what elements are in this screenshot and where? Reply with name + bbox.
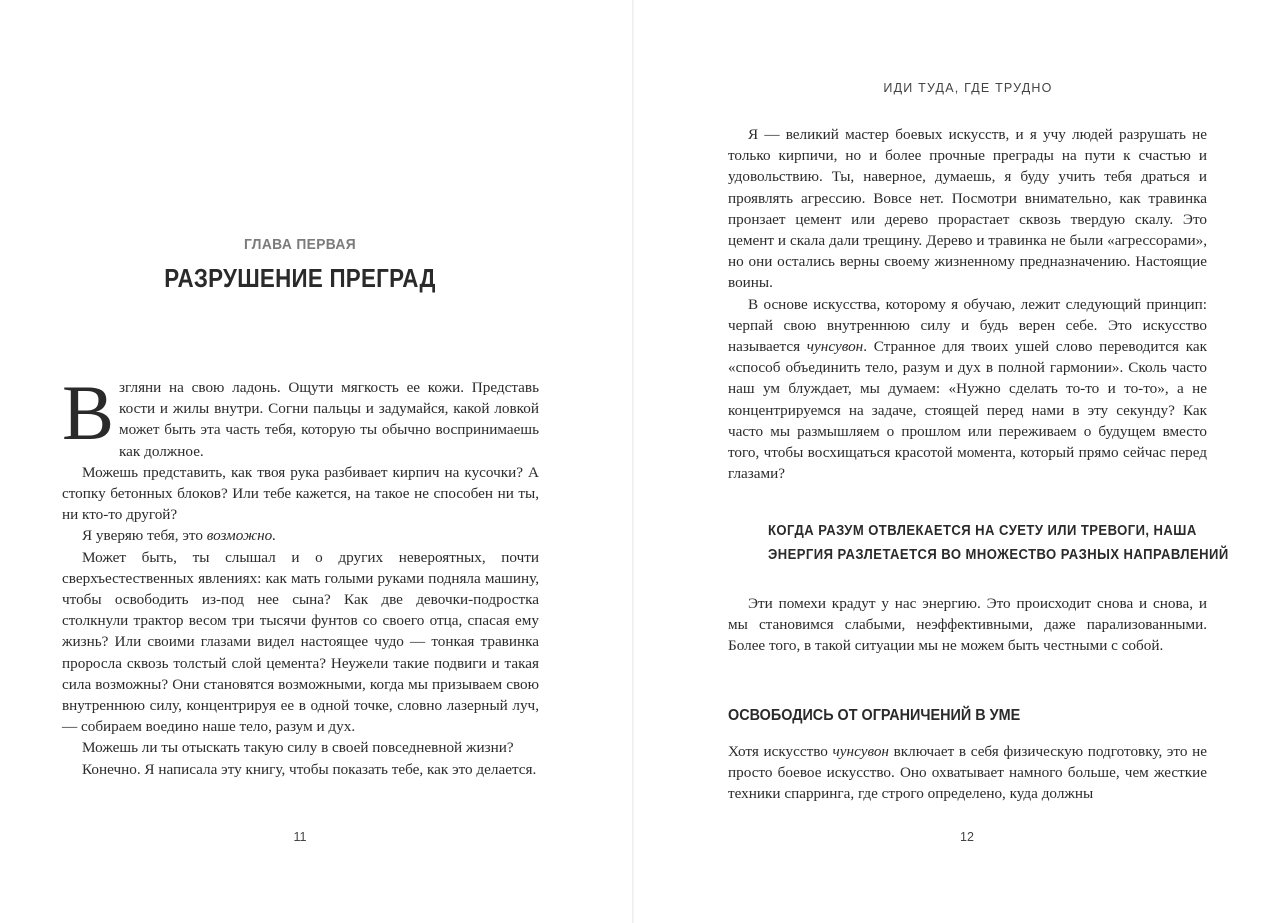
paragraph-4-emphasis: чунсувон [832, 743, 889, 760]
right-page [634, 0, 1266, 923]
paragraph-3: Эти помехи крадут у нас энергию. Это происходит снова и снова, и мы становимся слабыми, неэффективными, даже парализованными. Более того, в такой ситуации мы не можем быть честными с собой. [728, 595, 1207, 655]
right-body-text-middle [728, 593, 1207, 657]
pullquote [768, 519, 1229, 567]
paragraph-4 [728, 741, 1207, 805]
pullquote-line-2: ЭНЕРГИЯ РАЗЛЕТАЕТСЯ ВО МНОЖЕСТВО РАЗНЫХ НАПРАВЛЕНИЙ [768, 547, 1229, 563]
paragraph-2-emphasis: чунсувон [806, 338, 864, 356]
paragraph-1-text: згляни на свою ладонь. Ощути мягкость ее кожи. Представь кости и жилы внутри. Согни пальцы и задумайся, какой ловкой может быть эта часть тебя, которую ты обычно воспринимаешь как должное. [119, 379, 539, 460]
paragraph-2-text-end: . Странное для твоих ушей слово переводится как «способ объединить тело, разум и дух в полной гармонии». Сколь часто наш ум блуждает, мы думаем: «Нужно сделать то-то и то-то», а не концентрируемся на задаче, стоящей перед нами в эту секунду? Как часто мы размышляем о прошлом или переживаем о будущем вместо того, чтобы восхищаться красотой момента, который прямо сейчас перед глазами? [728, 338, 1207, 483]
paragraph-2: Можешь представить, как твоя рука разбивает кирпич на кусочки? А стопку бетонных блоков? Или тебе кажется, на такое не способен ни ты, ни кто-то другой? [62, 463, 539, 524]
paragraph-2 [728, 294, 1207, 485]
paragraph-3-text: Я уверяю тебя, это [82, 527, 207, 545]
paragraph-4-text-end: включает в себя физическую подготовку, это не просто боевое искусство. Оно охватывает намного больше, чем жесткие техники спарринга, где строго определено, куда должны [728, 743, 1207, 803]
paragraph-1 [62, 369, 539, 462]
section-heading: ОСВОБОДИСЬ ОТ ОГРАНИЧЕНИЙ В УМЕ [728, 707, 1021, 724]
paragraph-4: Может быть, ты слышал и о других невероятных, почти сверхъестественных явлениях: как мать голыми руками подняла машину, чтобы освободить из-под нее сына? Как две девочки-подростка столкнули трактор весом три тысячи фунтов со своего отца, спасая ему жизнь? Или своими глазами видел настоящее чудо — тонкая травинка проросла сквозь толстый слой цемента? Неужели такие подвиги и такая сила возможны? Они становятся возможными, когда мы призываем свою внутреннюю силу, концентрируя ее в одной точке, словно лазерный луч, — собираем воедино наше тело, разум и дух. [62, 548, 539, 736]
page-number-left: 11 [293, 830, 307, 844]
paragraph-3-emphasis: возможно. [206, 527, 277, 545]
paragraph-4-text: Хотя искусство [728, 743, 833, 760]
page-number-right: 12 [960, 830, 974, 844]
running-head: ИДИ ТУДА, ГДЕ ТРУДНО [883, 81, 1053, 95]
paragraph-1: Я — великий мастер боевых искусств, и я учу людей разрушать не только кирпичи, но и более прочные преграды на пути к счастью и удовольствию. Ты, наверное, думаешь, я буду учить тебя драться и проявлять агрессию. Вовсе нет. Посмотри внимательно, как травинка пронзает цемент или дерево прорастает сквозь твердую скалу. Это цемент и скала дали трещину. Дерево и травинка не были «агрессорами», но они остались верны своему жизненному предназначению. Настоящие воины. [728, 126, 1207, 292]
right-body-text-top [728, 124, 1207, 484]
left-body-text [62, 369, 539, 780]
paragraph-5: Можешь ли ты отыскать такую силу в своей повседневной жизни? [82, 739, 514, 757]
paragraph-2-text: В основе искусства, которому я обучаю, лежит следующий принцип: черпай свою внутреннюю силу и будь верен себе. Это искусство называется [728, 295, 1207, 356]
chapter-kicker: ГЛАВА ПЕРВАЯ [243, 236, 357, 253]
paragraph-6: Конечно. Я написала эту книгу, чтобы показать тебе, как это делается. [82, 760, 537, 778]
paragraph-3 [62, 525, 539, 546]
chapter-title: РАЗРУШЕНИЕ ПРЕГРАД [164, 263, 436, 293]
pullquote-line-1: КОГДА РАЗУМ ОТВЛЕКАЕТСЯ НА СУЕТУ ИЛИ ТРЕВОГИ, НАША [768, 523, 1197, 539]
drop-cap: В [62, 369, 115, 456]
right-body-text-bottom [728, 741, 1207, 805]
